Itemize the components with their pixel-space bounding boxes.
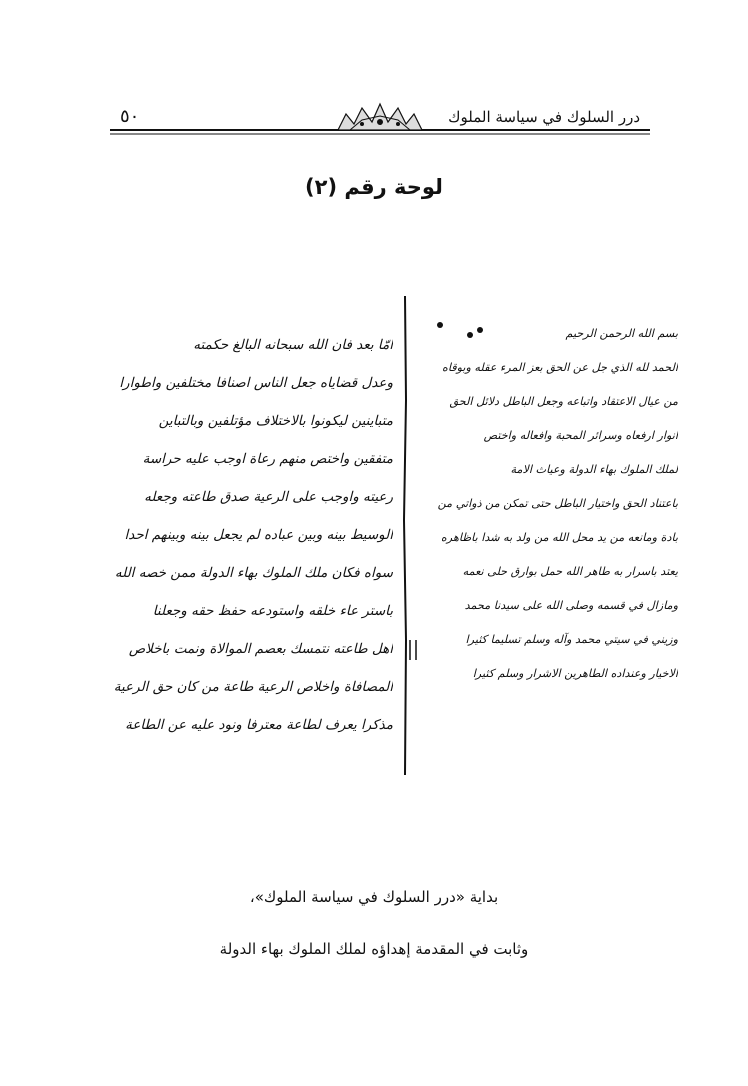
manuscript-line: متباينين ليكونوا بالاختلاف مؤتلفين وبالتباين xyxy=(158,413,393,429)
manuscript-line: الاخيار وعنداده الطاهرين الاشرار وسلم كثيرا xyxy=(472,667,678,680)
plate-title: لوحة رقم (٢) xyxy=(305,175,443,199)
manuscript-line: باستر عاء خلقه واستودعه حفظ حقه وجعلنا xyxy=(152,603,393,619)
manuscript-line: امّا بعد فان الله سبحانه البالغ حكمته xyxy=(193,337,393,353)
manuscript-line: الوسيط بينه وبين عباده لم يجعل بينه وبينهم احدا xyxy=(124,527,393,543)
manuscript-line: رعيته واوجب على الرعية صدق طاعته وجعله xyxy=(144,489,393,505)
manuscript-line: مذكرا يعرف لطاعة معترفا ونود عليه عن الطاعة xyxy=(125,717,393,733)
caption-line-2: وثابت في المقدمة إهداؤه لملك الملوك بهاء الدولة xyxy=(219,940,529,958)
running-book-title: درر السلوك في سياسة الملوك xyxy=(448,108,640,126)
page-number: ٥٠ xyxy=(120,106,140,127)
manuscript-line: وعدل قضاياه جعل الناس اصنافا مختلفين واطوارا xyxy=(119,375,393,391)
caption-line-1: بداية «درر السلوك في سياسة الملوك»، xyxy=(249,888,499,906)
manuscript-line: من عيال الاعتقاد واتباعه وجعل الباطل دلائل الحق xyxy=(449,395,678,408)
manuscript-line: لملك الملوك بهاء الدولة وعياث الامة xyxy=(510,463,678,476)
manuscript-line: يعتد باسرار به طاهر الله حمل بوارق حلى نعمه xyxy=(462,565,678,578)
manuscript-line: متفقين واختص منهم رعاة اوجب عليه حراسة xyxy=(142,451,393,467)
manuscript-line: اهل طاعته نتمسك بعصم الموالاة ونمت باخلاص xyxy=(128,641,393,657)
manuscript-line: سواه فكان ملك الملوك بهاء الدولة ممن خصه الله xyxy=(114,565,393,581)
manuscript-line: وزيني في سيتي محمد وآله وسلم تسليما كثيرا xyxy=(465,633,678,646)
manuscript-line: ومازال في قسمه وصلى الله على سيدنا محمد xyxy=(464,599,678,612)
manuscript-right-page xyxy=(432,317,678,691)
manuscript-left-page xyxy=(75,326,393,744)
manuscript-line: المصافاة واخلاص الرعية طاعة من كان حق الرعية xyxy=(113,679,393,695)
manuscript-line: باعتناد الحق واختيار الباطل حتى تمكن من ذواتي من xyxy=(437,497,678,510)
manuscript-line: انوار ارفعاه وسرائر المحبة وافعاله واختص xyxy=(483,429,678,442)
manuscript-line: بادة ومانعه من يد محل الله من ولد به شدا باظاهره xyxy=(440,531,678,544)
manuscript-line: بسم الله الرحمن الرحيم xyxy=(565,327,678,340)
manuscript-line: الحمد لله الذي جل عن الحق بعز المرء عقله وبوقاه xyxy=(441,361,678,374)
